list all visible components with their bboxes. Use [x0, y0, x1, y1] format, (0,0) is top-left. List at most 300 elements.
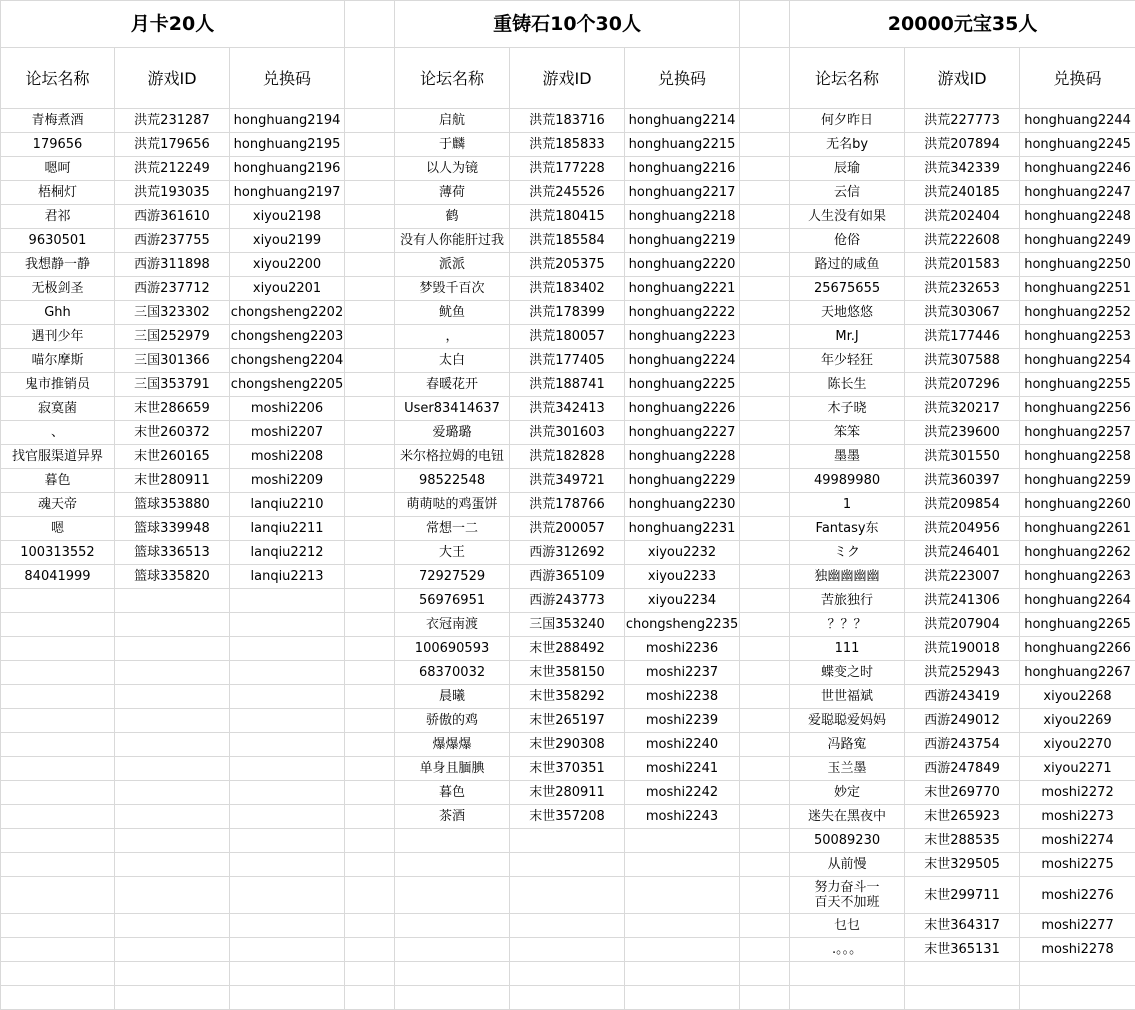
forum-name-cell[interactable]	[395, 914, 510, 938]
redeem-code-cell[interactable]: honghuang2224	[625, 349, 740, 373]
forum-name-cell[interactable]	[395, 829, 510, 853]
game-id-cell[interactable]: 洪荒178766	[510, 493, 625, 517]
game-id-cell[interactable]: 洪荒303067	[905, 301, 1020, 325]
game-id-cell[interactable]: 洪荒178399	[510, 301, 625, 325]
forum-name-cell[interactable]	[1, 733, 115, 757]
redeem-code-cell[interactable]: chongsheng2202	[230, 301, 345, 325]
redeem-code-cell[interactable]: honghuang2257	[1020, 421, 1135, 445]
forum-name-cell[interactable]	[1, 589, 115, 613]
game-id-cell[interactable]: 洪荒188741	[510, 373, 625, 397]
game-id-cell[interactable]: 末世260372	[115, 421, 230, 445]
redeem-code-cell[interactable]: chongsheng2205	[230, 373, 345, 397]
forum-name-cell[interactable]	[1, 781, 115, 805]
game-id-cell[interactable]	[115, 914, 230, 938]
game-id-cell[interactable]: 洪荒207296	[905, 373, 1020, 397]
redeem-code-cell[interactable]: lanqiu2211	[230, 517, 345, 541]
redeem-code-cell[interactable]: honghuang2250	[1020, 253, 1135, 277]
forum-name-cell[interactable]: 嗯	[1, 517, 115, 541]
forum-name-cell[interactable]: 56976951	[395, 589, 510, 613]
game-id-cell[interactable]: 末世269770	[905, 781, 1020, 805]
redeem-code-cell[interactable]: honghuang2226	[625, 397, 740, 421]
game-id-cell[interactable]	[115, 709, 230, 733]
game-id-cell[interactable]	[510, 938, 625, 962]
game-id-cell[interactable]: 洪荒201583	[905, 253, 1020, 277]
forum-name-cell[interactable]: 努力奋斗一 百天不加班	[790, 877, 905, 914]
forum-name-cell[interactable]: User83414637	[395, 397, 510, 421]
game-id-cell[interactable]: 洪荒204956	[905, 517, 1020, 541]
forum-name-cell[interactable]: 人生没有如果	[790, 205, 905, 229]
game-id-cell[interactable]	[905, 986, 1020, 1010]
redeem-code-cell[interactable]: honghuang2215	[625, 133, 740, 157]
game-id-cell[interactable]: 三国323302	[115, 301, 230, 325]
forum-name-cell[interactable]: 爆爆爆	[395, 733, 510, 757]
redeem-code-cell[interactable]: honghuang2222	[625, 301, 740, 325]
forum-name-cell[interactable]: ，	[395, 325, 510, 349]
redeem-code-cell[interactable]: xiyou2198	[230, 205, 345, 229]
redeem-code-cell[interactable]: honghuang2244	[1020, 109, 1135, 133]
redeem-code-cell[interactable]: honghuang2249	[1020, 229, 1135, 253]
game-id-cell[interactable]	[905, 962, 1020, 986]
redeem-code-cell[interactable]	[230, 661, 345, 685]
forum-name-cell[interactable]: 世世福斌	[790, 685, 905, 709]
game-id-cell[interactable]: 末世358150	[510, 661, 625, 685]
game-id-cell[interactable]: 洪荒185833	[510, 133, 625, 157]
forum-name-cell[interactable]	[1, 613, 115, 637]
redeem-code-cell[interactable]: honghuang2251	[1020, 277, 1135, 301]
redeem-code-cell[interactable]: xiyou2201	[230, 277, 345, 301]
forum-name-cell[interactable]: 天地悠悠	[790, 301, 905, 325]
forum-name-cell[interactable]: 骄傲的鸡	[395, 709, 510, 733]
forum-name-cell[interactable]: 以人为镜	[395, 157, 510, 181]
game-id-cell[interactable]: 洪荒182828	[510, 445, 625, 469]
game-id-cell[interactable]	[115, 637, 230, 661]
game-id-cell[interactable]: 末世280911	[510, 781, 625, 805]
redeem-code-cell[interactable]	[230, 733, 345, 757]
game-id-cell[interactable]	[115, 986, 230, 1010]
game-id-cell[interactable]: 洪荒193035	[115, 181, 230, 205]
redeem-code-cell[interactable]: moshi2273	[1020, 805, 1135, 829]
forum-name-cell[interactable]	[395, 986, 510, 1010]
game-id-cell[interactable]: 洪荒349721	[510, 469, 625, 493]
game-id-cell[interactable]: 三国353791	[115, 373, 230, 397]
game-id-cell[interactable]	[510, 877, 625, 914]
redeem-code-cell[interactable]: honghuang2245	[1020, 133, 1135, 157]
game-id-cell[interactable]: 末世265923	[905, 805, 1020, 829]
redeem-code-cell[interactable]: honghuang2216	[625, 157, 740, 181]
game-id-cell[interactable]: 洪荒207894	[905, 133, 1020, 157]
forum-name-cell[interactable]	[1, 986, 115, 1010]
game-id-cell[interactable]: 洪荒200057	[510, 517, 625, 541]
game-id-cell[interactable]: 西游237755	[115, 229, 230, 253]
game-id-cell[interactable]: 西游237712	[115, 277, 230, 301]
game-id-cell[interactable]: 洪荒177405	[510, 349, 625, 373]
forum-name-cell[interactable]: 遇刊少年	[1, 325, 115, 349]
forum-name-cell[interactable]: ミク	[790, 541, 905, 565]
redeem-code-cell[interactable]: honghuang2223	[625, 325, 740, 349]
game-id-cell[interactable]	[115, 877, 230, 914]
redeem-code-cell[interactable]: moshi2238	[625, 685, 740, 709]
forum-name-cell[interactable]: 何夕昨日	[790, 109, 905, 133]
forum-name-cell[interactable]: 苦旅独行	[790, 589, 905, 613]
forum-name-cell[interactable]: Ghh	[1, 301, 115, 325]
game-id-cell[interactable]	[115, 733, 230, 757]
redeem-code-cell[interactable]: moshi2276	[1020, 877, 1135, 914]
forum-name-cell[interactable]: 9630501	[1, 229, 115, 253]
forum-name-cell[interactable]: 魂天帝	[1, 493, 115, 517]
forum-name-cell[interactable]	[1, 661, 115, 685]
redeem-code-cell[interactable]	[230, 613, 345, 637]
forum-name-cell[interactable]: 没有人你能肝过我	[395, 229, 510, 253]
game-id-cell[interactable]: 洪荒360397	[905, 469, 1020, 493]
game-id-cell[interactable]: 洪荒177446	[905, 325, 1020, 349]
redeem-code-cell[interactable]	[625, 962, 740, 986]
redeem-code-cell[interactable]	[625, 877, 740, 914]
game-id-cell[interactable]: 洪荒320217	[905, 397, 1020, 421]
game-id-cell[interactable]: 末世358292	[510, 685, 625, 709]
game-id-cell[interactable]	[115, 853, 230, 877]
forum-name-cell[interactable]: 98522548	[395, 469, 510, 493]
forum-name-cell[interactable]	[1, 938, 115, 962]
redeem-code-cell[interactable]	[230, 757, 345, 781]
forum-name-cell[interactable]: 派派	[395, 253, 510, 277]
game-id-cell[interactable]: 洪荒232653	[905, 277, 1020, 301]
game-id-cell[interactable]: 洪荒307588	[905, 349, 1020, 373]
redeem-code-cell[interactable]: honghuang2254	[1020, 349, 1135, 373]
redeem-code-cell[interactable]: chongsheng2204	[230, 349, 345, 373]
game-id-cell[interactable]: 西游247849	[905, 757, 1020, 781]
forum-name-cell[interactable]: 春暖花开	[395, 373, 510, 397]
game-id-cell[interactable]: 洪荒252943	[905, 661, 1020, 685]
forum-name-cell[interactable]: 墨墨	[790, 445, 905, 469]
redeem-code-cell[interactable]: honghuang2196	[230, 157, 345, 181]
forum-name-cell[interactable]	[395, 877, 510, 914]
redeem-code-cell[interactable]	[230, 914, 345, 938]
forum-name-cell[interactable]	[790, 962, 905, 986]
redeem-code-cell[interactable]: honghuang2229	[625, 469, 740, 493]
forum-name-cell[interactable]	[1, 914, 115, 938]
forum-name-cell[interactable]: 米尔格拉姆的电钮	[395, 445, 510, 469]
forum-name-cell[interactable]: 妙定	[790, 781, 905, 805]
forum-name-cell[interactable]: 72927529	[395, 565, 510, 589]
redeem-code-cell[interactable]	[625, 938, 740, 962]
forum-name-cell[interactable]	[395, 938, 510, 962]
redeem-code-cell[interactable]: honghuang2220	[625, 253, 740, 277]
redeem-code-cell[interactable]: chongsheng2203	[230, 325, 345, 349]
game-id-cell[interactable]: 末世299711	[905, 877, 1020, 914]
game-id-cell[interactable]	[115, 805, 230, 829]
forum-name-cell[interactable]: 25675655	[790, 277, 905, 301]
redeem-code-cell[interactable]: moshi2240	[625, 733, 740, 757]
game-id-cell[interactable]: 洪荒207904	[905, 613, 1020, 637]
forum-name-cell[interactable]: 鹤	[395, 205, 510, 229]
redeem-code-cell[interactable]	[1020, 986, 1135, 1010]
redeem-code-cell[interactable]: moshi2272	[1020, 781, 1135, 805]
redeem-code-cell[interactable]: honghuang2230	[625, 493, 740, 517]
game-id-cell[interactable]: 洪荒183402	[510, 277, 625, 301]
game-id-cell[interactable]: 西游243754	[905, 733, 1020, 757]
game-id-cell[interactable]: 洪荒180415	[510, 205, 625, 229]
game-id-cell[interactable]: 末世260165	[115, 445, 230, 469]
forum-name-cell[interactable]: 50089230	[790, 829, 905, 853]
forum-name-cell[interactable]: 青梅煮酒	[1, 109, 115, 133]
redeem-code-cell[interactable]: lanqiu2213	[230, 565, 345, 589]
forum-name-cell[interactable]: 我想静一静	[1, 253, 115, 277]
redeem-code-cell[interactable]: chongsheng2235	[625, 613, 740, 637]
redeem-code-cell[interactable]	[625, 829, 740, 853]
game-id-cell[interactable]: 洪荒241306	[905, 589, 1020, 613]
redeem-code-cell[interactable]: honghuang2261	[1020, 517, 1135, 541]
redeem-code-cell[interactable]	[230, 938, 345, 962]
game-id-cell[interactable]: 末世290308	[510, 733, 625, 757]
redeem-code-cell[interactable]: honghuang2259	[1020, 469, 1135, 493]
game-id-cell[interactable]: 洪荒301603	[510, 421, 625, 445]
forum-name-cell[interactable]: 茶酒	[395, 805, 510, 829]
game-id-cell[interactable]	[510, 986, 625, 1010]
game-id-cell[interactable]: 西游365109	[510, 565, 625, 589]
redeem-code-cell[interactable]: moshi2241	[625, 757, 740, 781]
forum-name-cell[interactable]	[1, 685, 115, 709]
redeem-code-cell[interactable]: moshi2206	[230, 397, 345, 421]
redeem-code-cell[interactable]	[230, 877, 345, 914]
game-id-cell[interactable]	[510, 962, 625, 986]
game-id-cell[interactable]	[115, 613, 230, 637]
game-id-cell[interactable]: 末世265197	[510, 709, 625, 733]
game-id-cell[interactable]	[510, 914, 625, 938]
game-id-cell[interactable]: 末世280911	[115, 469, 230, 493]
forum-name-cell[interactable]: 寂寞菌	[1, 397, 115, 421]
redeem-code-cell[interactable]	[625, 986, 740, 1010]
redeem-code-cell[interactable]	[230, 805, 345, 829]
redeem-code-cell[interactable]	[625, 853, 740, 877]
game-id-cell[interactable]	[510, 853, 625, 877]
redeem-code-cell[interactable]: honghuang2219	[625, 229, 740, 253]
forum-name-cell[interactable]: Mr.J	[790, 325, 905, 349]
game-id-cell[interactable]: 西游311898	[115, 253, 230, 277]
game-id-cell[interactable]: 西游312692	[510, 541, 625, 565]
game-id-cell[interactable]: 洪荒179656	[115, 133, 230, 157]
forum-name-cell[interactable]	[790, 986, 905, 1010]
redeem-code-cell[interactable]: moshi2209	[230, 469, 345, 493]
redeem-code-cell[interactable]: xiyou2234	[625, 589, 740, 613]
forum-name-cell[interactable]: 乜乜	[790, 914, 905, 938]
forum-name-cell[interactable]: 鱿鱼	[395, 301, 510, 325]
redeem-code-cell[interactable]: honghuang2195	[230, 133, 345, 157]
game-id-cell[interactable]: 西游243419	[905, 685, 1020, 709]
forum-name-cell[interactable]: 68370032	[395, 661, 510, 685]
redeem-code-cell[interactable]: honghuang2263	[1020, 565, 1135, 589]
redeem-code-cell[interactable]	[230, 685, 345, 709]
redeem-code-cell[interactable]: xiyou2232	[625, 541, 740, 565]
game-id-cell[interactable]: 洪荒231287	[115, 109, 230, 133]
forum-name-cell[interactable]: .。。。	[790, 938, 905, 962]
redeem-code-cell[interactable]: honghuang2248	[1020, 205, 1135, 229]
forum-name-cell[interactable]: 蝶变之时	[790, 661, 905, 685]
forum-name-cell[interactable]: 无名by	[790, 133, 905, 157]
forum-name-cell[interactable]: 鬼市推销员	[1, 373, 115, 397]
forum-name-cell[interactable]	[1, 853, 115, 877]
forum-name-cell[interactable]: 玉兰墨	[790, 757, 905, 781]
game-id-cell[interactable]: 篮球336513	[115, 541, 230, 565]
game-id-cell[interactable]: 洪荒183716	[510, 109, 625, 133]
redeem-code-cell[interactable]: honghuang2264	[1020, 589, 1135, 613]
game-id-cell[interactable]	[115, 962, 230, 986]
redeem-code-cell[interactable]: honghuang2260	[1020, 493, 1135, 517]
forum-name-cell[interactable]: 179656	[1, 133, 115, 157]
game-id-cell[interactable]: 洪荒239600	[905, 421, 1020, 445]
forum-name-cell[interactable]: 太白	[395, 349, 510, 373]
forum-name-cell[interactable]: 伧俗	[790, 229, 905, 253]
redeem-code-cell[interactable]	[625, 914, 740, 938]
game-id-cell[interactable]: 洪荒240185	[905, 181, 1020, 205]
forum-name-cell[interactable]: 喵尔摩斯	[1, 349, 115, 373]
game-id-cell[interactable]: 洪荒190018	[905, 637, 1020, 661]
forum-name-cell[interactable]: 薄荷	[395, 181, 510, 205]
redeem-code-cell[interactable]: honghuang2231	[625, 517, 740, 541]
forum-name-cell[interactable]: 云信	[790, 181, 905, 205]
redeem-code-cell[interactable]: honghuang2262	[1020, 541, 1135, 565]
game-id-cell[interactable]: 洪荒212249	[115, 157, 230, 181]
redeem-code-cell[interactable]: honghuang2267	[1020, 661, 1135, 685]
forum-name-cell[interactable]: 100313552	[1, 541, 115, 565]
game-id-cell[interactable]: 洪荒202404	[905, 205, 1020, 229]
game-id-cell[interactable]	[115, 757, 230, 781]
game-id-cell[interactable]: 末世357208	[510, 805, 625, 829]
redeem-code-cell[interactable]: honghuang2256	[1020, 397, 1135, 421]
forum-name-cell[interactable]: 单身且腼腆	[395, 757, 510, 781]
redeem-code-cell[interactable]: moshi2239	[625, 709, 740, 733]
forum-name-cell[interactable]: 辰瑜	[790, 157, 905, 181]
redeem-code-cell[interactable]: xiyou2270	[1020, 733, 1135, 757]
game-id-cell[interactable]	[115, 938, 230, 962]
game-id-cell[interactable]	[115, 661, 230, 685]
game-id-cell[interactable]	[115, 685, 230, 709]
game-id-cell[interactable]: 洪荒342339	[905, 157, 1020, 181]
game-id-cell[interactable]: 西游249012	[905, 709, 1020, 733]
game-id-cell[interactable]: 三国353240	[510, 613, 625, 637]
forum-name-cell[interactable]: 常想一二	[395, 517, 510, 541]
redeem-code-cell[interactable]	[1020, 962, 1135, 986]
forum-name-cell[interactable]: 爱璐璐	[395, 421, 510, 445]
forum-name-cell[interactable]: 49989980	[790, 469, 905, 493]
forum-name-cell[interactable]: 暮色	[1, 469, 115, 493]
forum-name-cell[interactable]: 爱聪聪爱妈妈	[790, 709, 905, 733]
game-id-cell[interactable]: 末世364317	[905, 914, 1020, 938]
game-id-cell[interactable]: 篮球353880	[115, 493, 230, 517]
game-id-cell[interactable]: 洪荒205375	[510, 253, 625, 277]
game-id-cell[interactable]: 末世286659	[115, 397, 230, 421]
redeem-code-cell[interactable]	[230, 986, 345, 1010]
redeem-code-cell[interactable]	[230, 637, 345, 661]
game-id-cell[interactable]: 洪荒223007	[905, 565, 1020, 589]
forum-name-cell[interactable]: 梦毁千百次	[395, 277, 510, 301]
redeem-code-cell[interactable]	[230, 709, 345, 733]
forum-name-cell[interactable]: 启航	[395, 109, 510, 133]
forum-name-cell[interactable]: 从前慢	[790, 853, 905, 877]
forum-name-cell[interactable]: 晨曦	[395, 685, 510, 709]
game-id-cell[interactable]: 末世365131	[905, 938, 1020, 962]
redeem-code-cell[interactable]: honghuang2265	[1020, 613, 1135, 637]
game-id-cell[interactable]: 末世288535	[905, 829, 1020, 853]
game-id-cell[interactable]: 洪荒246401	[905, 541, 1020, 565]
game-id-cell[interactable]: 洪荒185584	[510, 229, 625, 253]
game-id-cell[interactable]: 西游243773	[510, 589, 625, 613]
game-id-cell[interactable]: 洪荒209854	[905, 493, 1020, 517]
game-id-cell[interactable]: 洪荒177228	[510, 157, 625, 181]
redeem-code-cell[interactable]	[230, 962, 345, 986]
redeem-code-cell[interactable]	[230, 781, 345, 805]
forum-name-cell[interactable]	[1, 829, 115, 853]
redeem-code-cell[interactable]: xiyou2199	[230, 229, 345, 253]
forum-name-cell[interactable]: ？？？	[790, 613, 905, 637]
redeem-code-cell[interactable]: moshi2274	[1020, 829, 1135, 853]
forum-name-cell[interactable]: 陈长生	[790, 373, 905, 397]
forum-name-cell[interactable]: 1	[790, 493, 905, 517]
forum-name-cell[interactable]: 路过的咸鱼	[790, 253, 905, 277]
forum-name-cell[interactable]: 独幽幽幽幽	[790, 565, 905, 589]
game-id-cell[interactable]: 洪荒227773	[905, 109, 1020, 133]
redeem-code-cell[interactable]: honghuang2266	[1020, 637, 1135, 661]
redeem-code-cell[interactable]: honghuang2228	[625, 445, 740, 469]
forum-name-cell[interactable]: 木子晓	[790, 397, 905, 421]
game-id-cell[interactable]	[115, 781, 230, 805]
redeem-code-cell[interactable]: moshi2278	[1020, 938, 1135, 962]
redeem-code-cell[interactable]	[230, 589, 345, 613]
game-id-cell[interactable]: 三国301366	[115, 349, 230, 373]
forum-name-cell[interactable]: 大王	[395, 541, 510, 565]
redeem-code-cell[interactable]: honghuang2227	[625, 421, 740, 445]
forum-name-cell[interactable]: 100690593	[395, 637, 510, 661]
game-id-cell[interactable]: 洪荒342413	[510, 397, 625, 421]
redeem-code-cell[interactable]: honghuang2214	[625, 109, 740, 133]
game-id-cell[interactable]: 西游361610	[115, 205, 230, 229]
forum-name-cell[interactable]	[1, 877, 115, 914]
forum-name-cell[interactable]: 于麟	[395, 133, 510, 157]
game-id-cell[interactable]: 洪荒245526	[510, 181, 625, 205]
forum-name-cell[interactable]: 年少轻狂	[790, 349, 905, 373]
forum-name-cell[interactable]	[1, 709, 115, 733]
redeem-code-cell[interactable]: xiyou2200	[230, 253, 345, 277]
game-id-cell[interactable]: 三国252979	[115, 325, 230, 349]
game-id-cell[interactable]: 末世288492	[510, 637, 625, 661]
forum-name-cell[interactable]: 嗯呵	[1, 157, 115, 181]
forum-name-cell[interactable]: 找官服渠道异界	[1, 445, 115, 469]
forum-name-cell[interactable]: 暮色	[395, 781, 510, 805]
forum-name-cell[interactable]	[1, 962, 115, 986]
forum-name-cell[interactable]	[1, 637, 115, 661]
redeem-code-cell[interactable]: moshi2208	[230, 445, 345, 469]
forum-name-cell[interactable]: 无极剑圣	[1, 277, 115, 301]
redeem-code-cell[interactable]: honghuang2255	[1020, 373, 1135, 397]
forum-name-cell[interactable]	[395, 962, 510, 986]
game-id-cell[interactable]: 篮球335820	[115, 565, 230, 589]
game-id-cell[interactable]	[115, 829, 230, 853]
forum-name-cell[interactable]: 迷失在黑夜中	[790, 805, 905, 829]
forum-name-cell[interactable]: Fantasy东	[790, 517, 905, 541]
redeem-code-cell[interactable]: honghuang2225	[625, 373, 740, 397]
forum-name-cell[interactable]: 笨笨	[790, 421, 905, 445]
redeem-code-cell[interactable]: moshi2237	[625, 661, 740, 685]
game-id-cell[interactable]: 洪荒222608	[905, 229, 1020, 253]
game-id-cell[interactable]: 洪荒301550	[905, 445, 1020, 469]
forum-name-cell[interactable]: 衣冠南渡	[395, 613, 510, 637]
redeem-code-cell[interactable]: honghuang2217	[625, 181, 740, 205]
redeem-code-cell[interactable]: honghuang2252	[1020, 301, 1135, 325]
redeem-code-cell[interactable]: moshi2277	[1020, 914, 1135, 938]
forum-name-cell[interactable]	[1, 805, 115, 829]
forum-name-cell[interactable]: 梧桐灯	[1, 181, 115, 205]
redeem-code-cell[interactable]: moshi2243	[625, 805, 740, 829]
forum-name-cell[interactable]: 111	[790, 637, 905, 661]
